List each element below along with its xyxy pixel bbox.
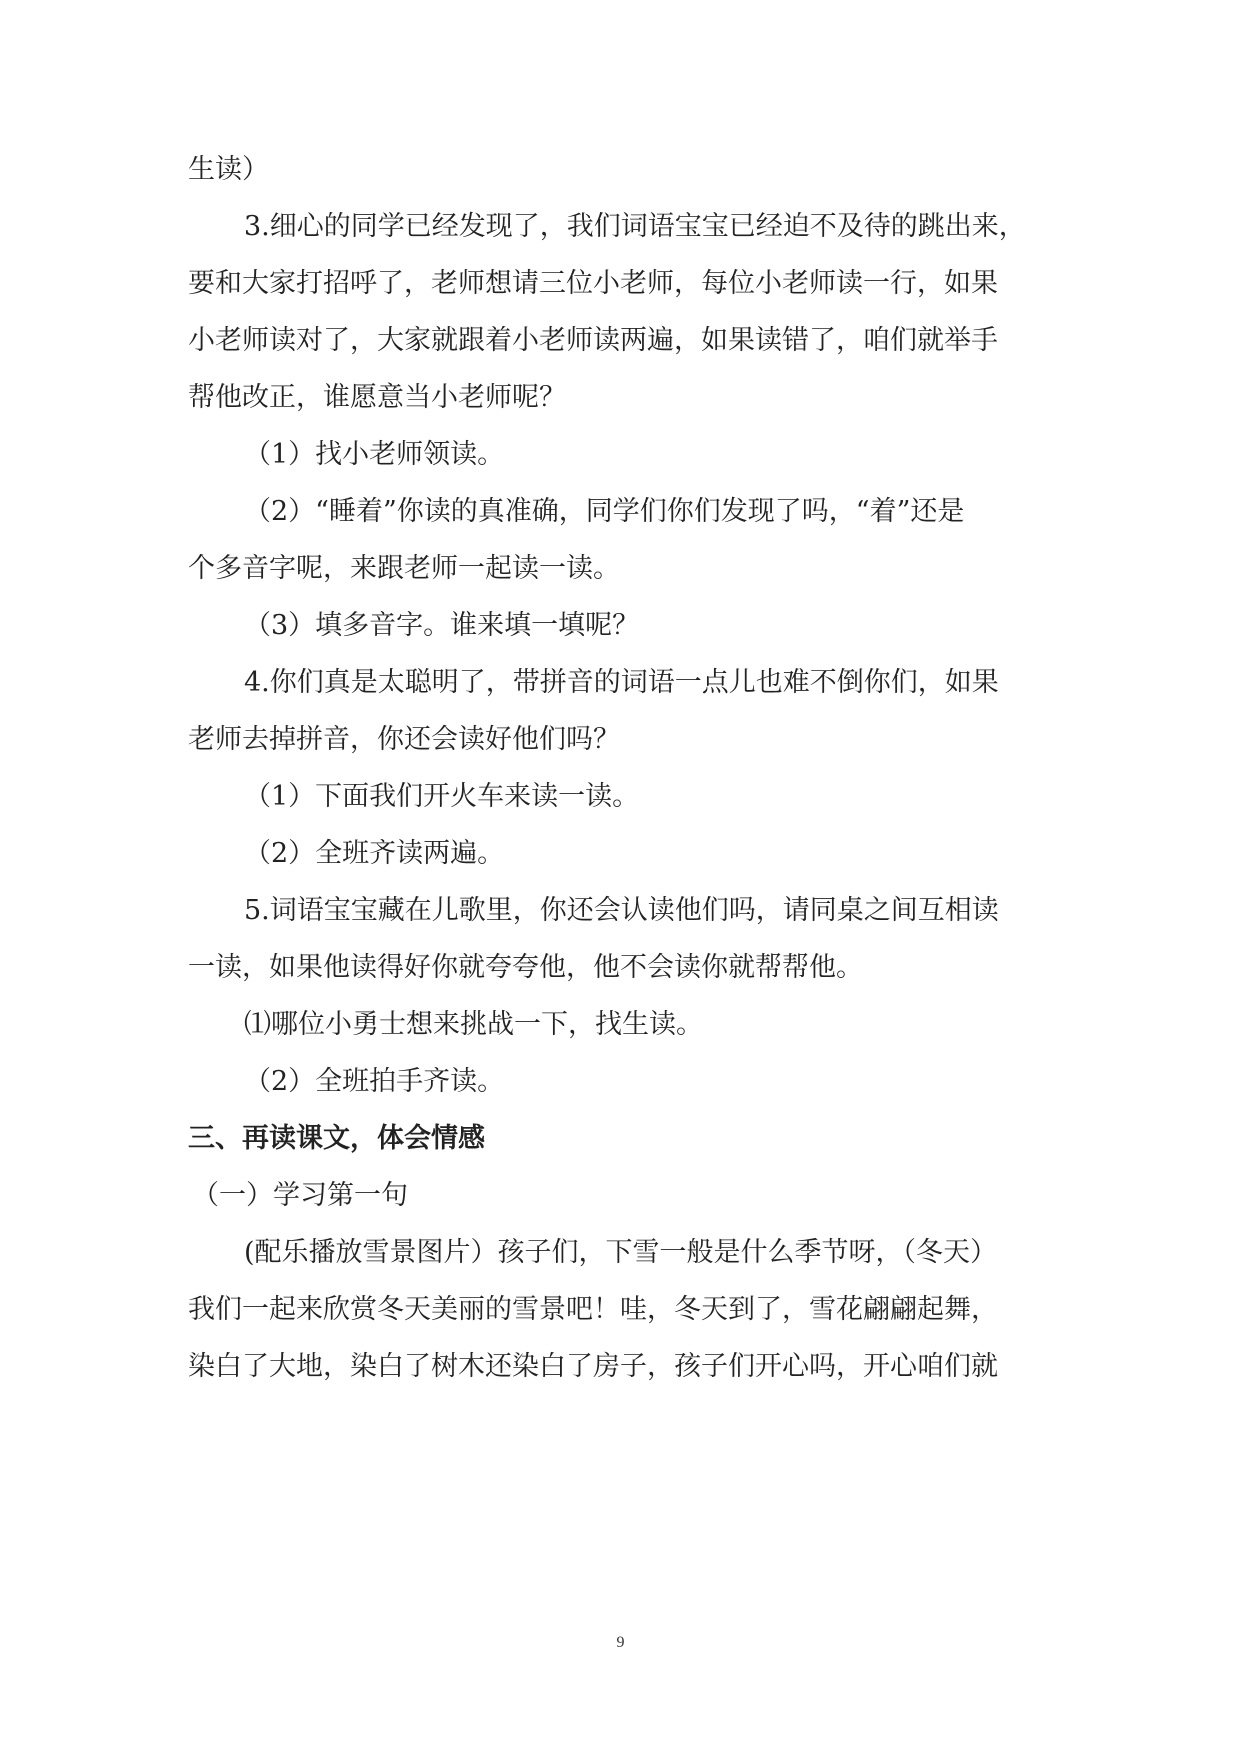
paragraph-line: 帮他改正，谁愿意当小老师呢？: [188, 382, 566, 413]
paragraph-line: 5.词语宝宝藏在儿歌里，你还会认读他们吗，请同桌之间互相读: [244, 895, 999, 926]
paragraph-line: 3.细心的同学已经发现了，我们词语宝宝已经迫不及待的跳出来，: [244, 211, 1026, 242]
paragraph-line: （2）“睡着”你读的真准确，同学们你们发现了吗，“着”还是: [244, 496, 965, 527]
section-heading: 三、再读课文，体会情感: [188, 1123, 485, 1154]
paragraph-line: 一读，如果他读得好你就夸夸他，他不会读你就帮帮他。: [188, 952, 863, 983]
paragraph-line: 个多音字呢，来跟老师一起读一读。: [188, 553, 620, 584]
paragraph-line: ⑴哪位小勇士想来挑战一下，找生读。: [244, 1009, 703, 1040]
paragraph-line: （3）填多音字。谁来填一填呢？: [244, 610, 640, 641]
subsection-heading: （一）学习第一句: [192, 1180, 408, 1211]
page-number: 9: [616, 1634, 625, 1651]
paragraph-line: 老师去掉拼音，你还会读好他们吗？: [188, 724, 620, 755]
paragraph-line: （2）全班拍手齐读。: [244, 1066, 505, 1097]
paragraph-line: 4.你们真是太聪明了，带拼音的词语一点儿也难不倒你们，如果: [244, 667, 999, 698]
paragraph-line: （1）找小老师领读。: [244, 439, 505, 470]
paragraph-line: 我们一起来欣赏冬天美丽的雪景吧！哇，冬天到了，雪花翩翩起舞，: [188, 1294, 998, 1325]
paragraph-line: 要和大家打招呼了，老师想请三位小老师，每位小老师读一行，如果: [188, 268, 998, 299]
paragraph-line: 小老师读对了，大家就跟着小老师读两遍，如果读错了，咱们就举手: [188, 325, 998, 356]
paragraph-line: 染白了大地，染白了树木还染白了房子，孩子们开心吗，开心咱们就: [188, 1351, 998, 1382]
paragraph-line: （2）全班齐读两遍。: [244, 838, 505, 869]
paragraph-line: （1）下面我们开火车来读一读。: [244, 781, 640, 812]
paragraph-line: 生读）: [188, 154, 269, 185]
paragraph-line: (配乐播放雪景图片）孩子们，下雪一般是什么季节呀，（冬天）: [244, 1237, 998, 1268]
